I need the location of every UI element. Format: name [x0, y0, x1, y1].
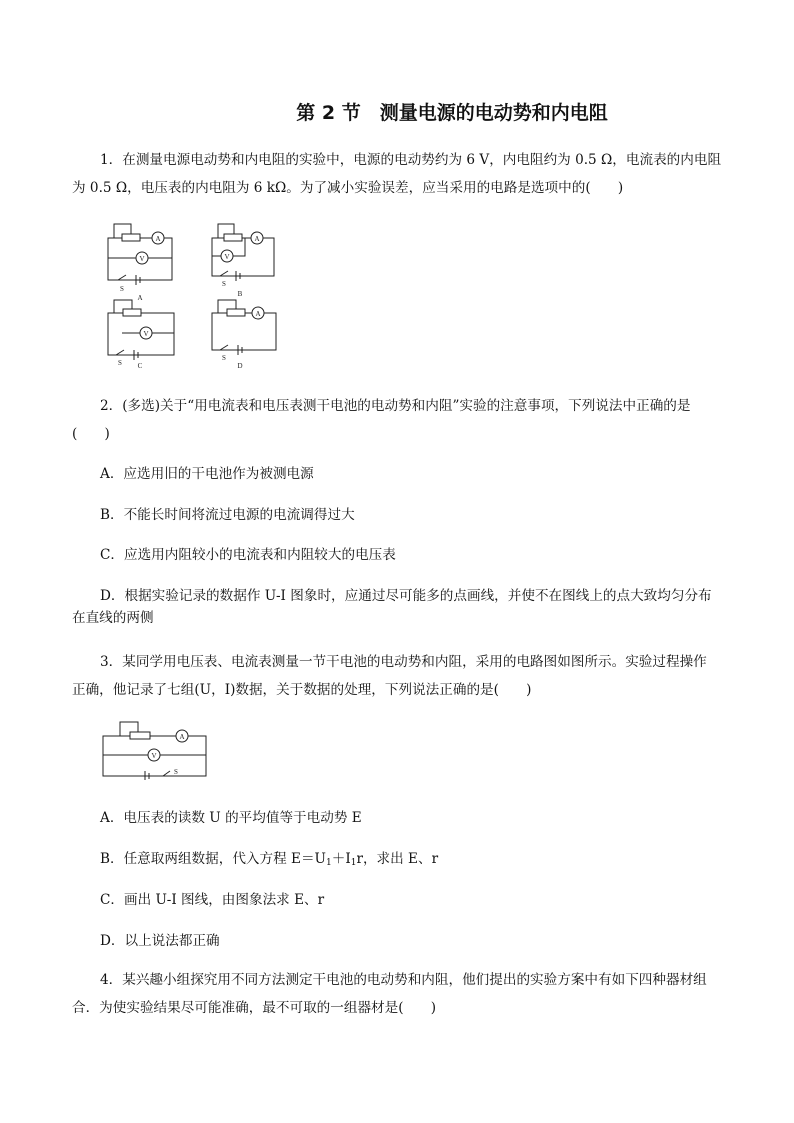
switch-label-c: S: [118, 359, 122, 367]
question-4-line-2: 合．为使实验结果尽可能准确，最不可取的一组器材是( ): [72, 1000, 437, 1016]
switch-label: S: [174, 768, 178, 776]
ammeter-symbol-b: A: [254, 235, 260, 243]
question-2-option-b: B．不能长时间将流过电源的电流调得过大: [100, 507, 355, 523]
question-3-circuit-figure: [100, 718, 210, 780]
voltmeter-symbol-c: V: [143, 330, 149, 338]
circuit-label-c: C: [137, 362, 143, 370]
circuit-c: [108, 300, 174, 360]
question-2-option-c: C．应选用内阻较小的电流表和内阻较大的电压表: [100, 547, 396, 563]
question-2-line-2: ( ): [72, 426, 110, 442]
circuit-d: [212, 300, 276, 355]
voltmeter-symbol-a: V: [139, 255, 145, 263]
question-3-option-d: D．以上说法都正确: [100, 933, 220, 949]
question-2-line-1: 2．(多选)关于“用电流表和电压表测干电池的电动势和内阻”实验的注意事项，下列说法中正确的是: [100, 398, 691, 414]
switch-label-d: S: [222, 354, 226, 362]
question-1-circuit-figure: [100, 218, 290, 378]
question-3-line-2: 正确，他记录了七组(U，I)数据，关于数据的处理，下列说法正确的是( ): [72, 682, 532, 698]
switch-label-a: S: [120, 285, 124, 293]
question-4-line-1: 4．某兴趣小组探究用不同方法测定干电池的电动势和内阻，他们提出的实验方案中有如下四种器材组: [100, 972, 707, 988]
question-1-line-1: 1．在测量电源电动势和内电阻的实验中，电源的电动势约为 6 V，内电阻约为 0.5 Ω，电流表的内电阻: [100, 152, 722, 168]
ammeter-symbol: A: [179, 733, 185, 741]
question-2-option-d-cont: 在直线的两侧: [72, 610, 154, 626]
circuit-label-a: A: [137, 294, 143, 302]
question-3-option-c: C．画出 U-I 图线，由图象法求 E、r: [100, 892, 325, 908]
ammeter-symbol-a: A: [155, 235, 161, 243]
section-title: 第 2 节 测量电源的电动势和内电阻: [296, 102, 608, 124]
voltmeter-symbol: V: [151, 752, 157, 760]
voltmeter-symbol-b: V: [224, 253, 230, 261]
circuit-b: [212, 224, 274, 281]
question-3-option-b: B．任意取两组数据，代入方程 $E=U_1+I_1r$，求出 E、r: [100, 851, 439, 868]
ammeter-symbol-d: A: [255, 310, 261, 318]
question-1-line-2: 为 0.5 Ω，电压表的内电阻为 6 kΩ。为了减小实验误差，应当采用的电路是选项中的( ): [72, 180, 624, 196]
switch-label-b: S: [222, 280, 226, 288]
question-2-option-a: A．应选用旧的干电池作为被测电源: [100, 466, 314, 482]
circuit-label-b: B: [237, 290, 243, 298]
question-3-option-a: A．电压表的读数 U 的平均值等于电动势 E: [100, 810, 362, 826]
circuit-label-d: D: [237, 362, 243, 370]
question-2-option-d: D．根据实验记录的数据作 U-I 图象时，应通过尽可能多的点画线，并使不在图线上的点大致均匀分布: [100, 588, 712, 604]
question-3-line-1: 3．某同学用电压表、电流表测量一节干电池的电动势和内阻，采用的电路图如图所示。实验过程操作: [100, 654, 707, 670]
